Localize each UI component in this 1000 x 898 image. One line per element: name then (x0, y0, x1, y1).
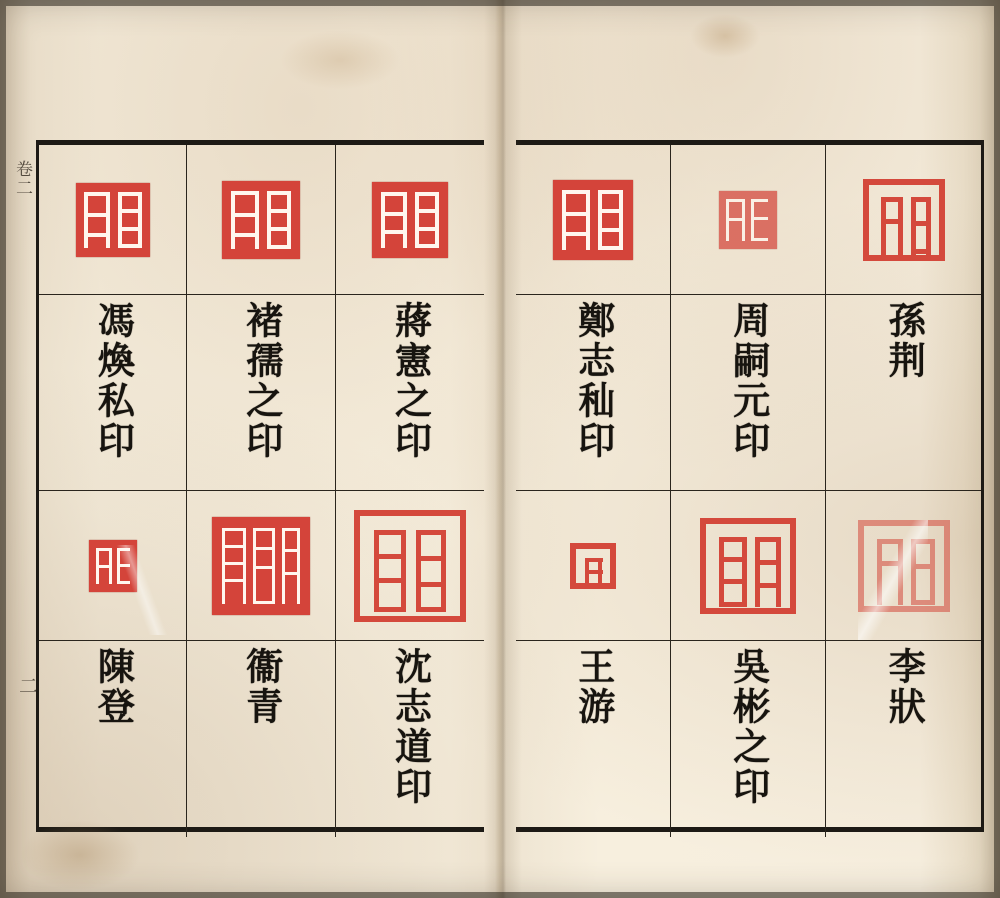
seal-cell[interactable] (826, 491, 981, 641)
seal-impression (553, 180, 633, 260)
seal-name: 蔣憲之印 (388, 301, 433, 461)
seal-name: 鄭志秈印 (571, 301, 616, 461)
right-page-grid (516, 145, 981, 827)
seal-name-cell (187, 295, 335, 491)
seal-cell[interactable] (336, 491, 484, 641)
seal-name: 陳登 (91, 647, 136, 727)
seal-name-cell (336, 641, 484, 837)
seal-glyphs (212, 517, 310, 615)
seal-name: 馮煥私印 (91, 301, 136, 461)
seal-name: 吳彬之印 (726, 647, 771, 807)
left-page-frame (36, 140, 484, 832)
seal-name: 李狀 (882, 647, 927, 727)
seal-impression (863, 179, 945, 261)
seal-impression (700, 518, 796, 614)
seal-cell[interactable] (516, 491, 671, 641)
seal-impression (719, 191, 777, 249)
seal-name-cell (671, 641, 826, 837)
margin-mark-top: 卷二 (12, 160, 32, 198)
seal-name-cell (39, 295, 187, 491)
seal-glyphs (719, 191, 777, 249)
seal-cell[interactable] (39, 145, 187, 295)
seal-name-cell (336, 295, 484, 491)
seal-impression (76, 183, 150, 257)
seal-cell[interactable] (671, 145, 826, 295)
seal-impression (212, 517, 310, 615)
seal-impression (570, 543, 616, 589)
seal-impression (89, 540, 137, 592)
seal-cell[interactable] (187, 491, 335, 641)
seal-name-cell (826, 295, 981, 491)
seal-glyphs (222, 181, 300, 259)
seal-cell[interactable] (39, 491, 187, 641)
seal-cell[interactable] (671, 491, 826, 641)
seal-glyphs (372, 182, 448, 258)
seal-name-cell (516, 641, 671, 837)
seal-impression (354, 510, 466, 622)
seal-name: 孫荆 (882, 301, 927, 381)
seal-glyphs (706, 524, 790, 608)
right-page (500, 0, 1000, 898)
seal-glyphs (576, 549, 610, 583)
seal-glyphs (89, 540, 137, 592)
seal-name-cell (39, 641, 187, 837)
seal-name-cell (187, 641, 335, 837)
seal-name: 褚孺之印 (239, 301, 284, 461)
seal-name: 沈志道印 (388, 647, 433, 807)
seal-cell[interactable] (187, 145, 335, 295)
seal-impression (372, 182, 448, 258)
seal-name: 王游 (571, 647, 616, 727)
seal-impression (222, 181, 300, 259)
seal-cell[interactable] (516, 145, 671, 295)
seal-glyphs (76, 183, 150, 257)
seal-name: 衞青 (239, 647, 284, 727)
seal-glyphs (864, 526, 944, 606)
seal-cell[interactable] (826, 145, 981, 295)
seal-impression (858, 520, 950, 612)
seal-name-cell (671, 295, 826, 491)
seal-name-cell (826, 641, 981, 837)
left-page-grid (39, 145, 484, 827)
seal-glyphs (869, 185, 939, 255)
seal-name: 周嗣元印 (726, 301, 771, 461)
margin-mark-bottom: 二 (16, 676, 38, 697)
seal-glyphs (553, 180, 633, 260)
seal-name-cell (516, 295, 671, 491)
seal-cell[interactable] (336, 145, 484, 295)
right-page-frame (516, 140, 984, 832)
seal-glyphs (360, 516, 460, 616)
